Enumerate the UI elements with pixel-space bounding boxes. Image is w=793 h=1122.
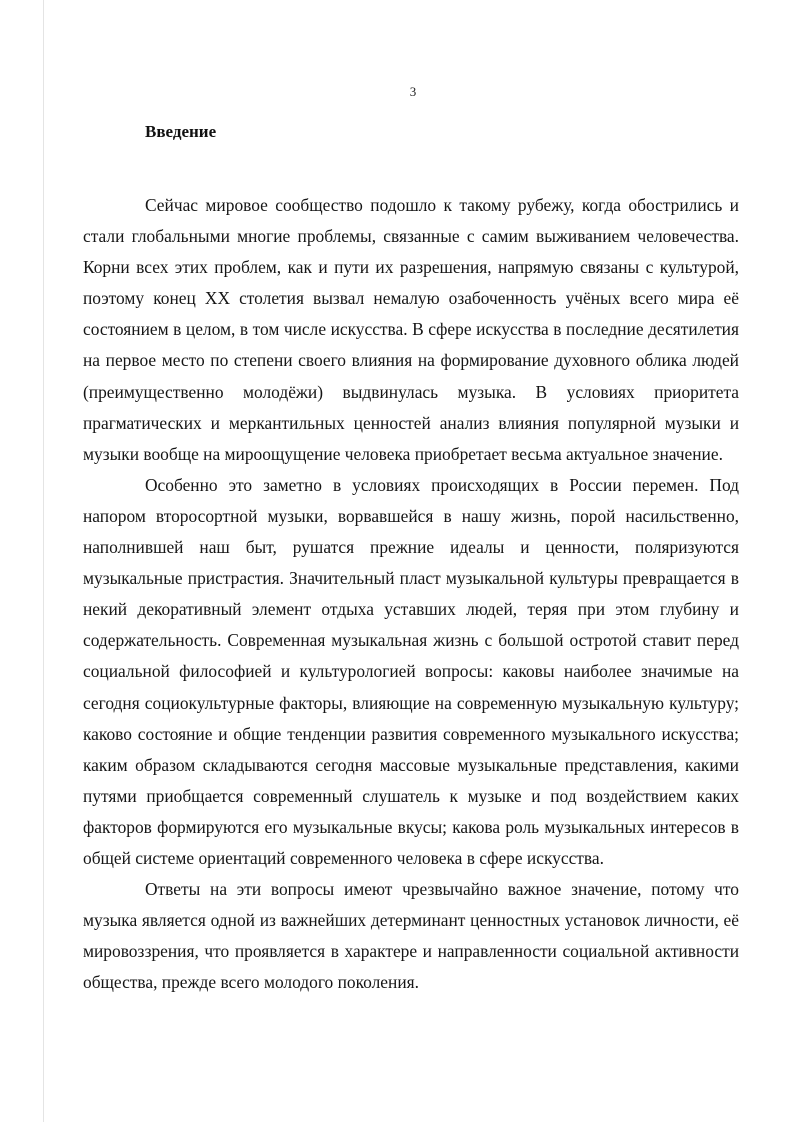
paragraph-2: Особенно это заметно в условиях происходящих в России перемен. Под напором второсортной музыки, ворвавшейся в нашу жизнь, порой насильственно, наполнившей наш быт, рушатся прежние идеалы и ценности, поляризуются музыкальные пристрастия. Значительный пласт музыкальной культуры превращается в некий декоративный элемент отдыха уставших людей, теряя при этом глубину и содержательность. Современная музыкальная жизнь с большой остротой ставит перед социальной философией и культурологией вопросы: каковы наиболее значимые на сегодня социокультурные факторы, влияющие на современную музыкальную культуру; каково состояние и общие тенденции развития современного музыкального искусства; каким образом складываются сегодня массовые музыкальные представления, какими путями приобщается современный слушатель к музыке и под воздействием каких факторов формируются его музыкальные вкусы; какова роль музыкальных интересов в общей системе ориентаций современного человека в сфере искусства. (83, 474, 739, 868)
paragraph-3: Ответы на эти вопросы имеют чрезвычайно важное значение, потому что музыка является одной из важнейших детерминант ценностных установок личности, её мировоззрения, что проявляется в характере и направленности социальной активности общества, прежде всего молодого поколения. (83, 879, 739, 993)
scan-edge-line (43, 0, 44, 1122)
page-number: 3 (409, 84, 417, 99)
paragraph-1: Сейчас мировое сообщество подошло к такому рубежу, когда обострились и стали глобальными многие проблемы, связанные с самим выживанием человечества. Корни всех этих проблем, как и пути их разрешения, напрямую связаны с культурой, поэтому конец XX столетия вызвал немалую озабоченность учёных всего мира её состоянием в целом, в том числе искусства. В сфере искусства в последние десятилетия на первое место по степени своего влияния на формирование духовного облика людей (преимущественно молодёжи) выдвинулась музыка. В условиях приоритета прагматических и меркантильных ценностей анализ влияния популярной музыки и музыки вообще на мироощущение человека приобретает весьма актуальное значение. (83, 195, 739, 464)
body-text (83, 190, 739, 998)
section-heading: Введение (145, 122, 217, 141)
